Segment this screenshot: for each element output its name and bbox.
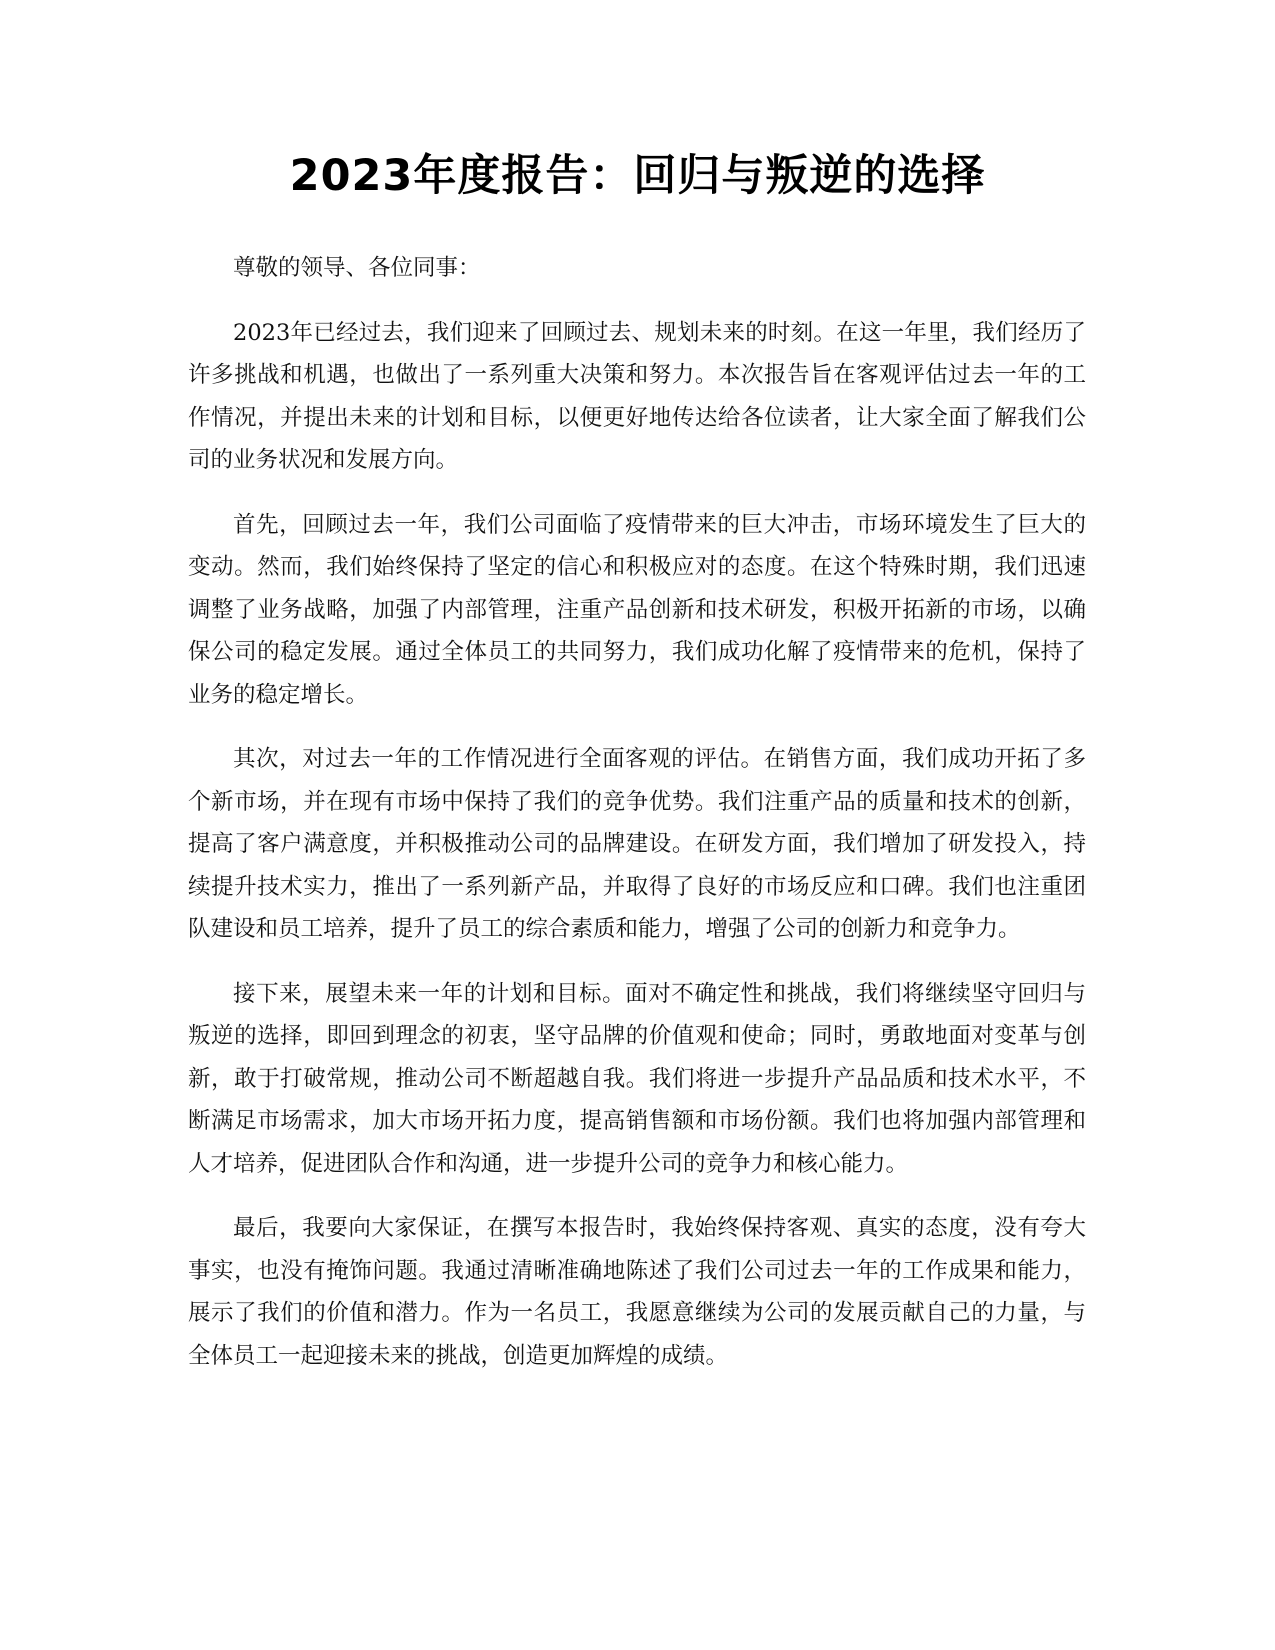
paragraph-closing: 最后，我要向大家保证，在撰写本报告时，我始终保持客观、真实的态度，没有夸大事实，也没有掩饰问题。我通过清晰准确地陈述了我们公司过去一年的工作成果和能力，展示了我们的价值和潜力。作为一名员工，我愿意继续为公司的发展贡献自己的力量，与全体员工一起迎接未来的挑战，创造更加辉煌的成绩。	[188, 1215, 1086, 1369]
paragraph-review: 2023年已经过去，我们迎来了回顾过去、规划未来的时刻。在这一年里，我们经历了许多挑战和机遇，也做出了一系列重大决策和努力。本次报告旨在客观评估过去一年的工作情况，并提出未来的计划和目标，以便更好地传达给各位读者，让大家全面了解我们公司的业务状况和发展方向。	[188, 319, 1086, 473]
document-body	[188, 247, 1086, 1399]
document-title: 2023年度报告：回归与叛逆的选择	[289, 151, 986, 201]
paragraph-evaluation: 其次，对过去一年的工作情况进行全面客观的评估。在销售方面，我们成功开拓了多个新市场，并在现有市场中保持了我们的竞争优势。我们注重产品的质量和技术的创新，提高了客户满意度，并积极推动公司的品牌建设。在研发方面，我们增加了研发投入，持续提升技术实力，推出了一系列新产品，并取得了良好的市场反应和口碑。我们也注重团队建设和员工培养，提升了员工的综合素质和能力，增强了公司的创新力和竞争力。	[188, 746, 1086, 942]
paragraph-past-year: 首先，回顾过去一年，我们公司面临了疫情带来的巨大冲击，市场环境发生了巨大的变动。然而，我们始终保持了坚定的信心和积极应对的态度。在这个特殊时期，我们迅速调整了业务战略，加强了内部管理，注重产品创新和技术研发，积极开拓新的市场，以确保公司的稳定发展。通过全体员工的共同努力，我们成功化解了疫情带来的危机，保持了业务的稳定增长。	[188, 511, 1086, 708]
salutation: 尊敬的领导、各位同事：	[233, 255, 481, 281]
paragraph-plans: 接下来，展望未来一年的计划和目标。面对不确定性和挑战，我们将继续坚守回归与叛逆的选择，即回到理念的初衷，坚守品牌的价值观和使命；同时，勇敢地面对变革与创新，敢于打破常规，推动公司不断超越自我。我们将进一步提升产品品质和技术水平，不断满足市场需求，加大市场开拓力度，提高销售额和市场份额。我们也将加强内部管理和人才培养，促进团队合作和沟通，进一步提升公司的竞争力和核心能力。	[188, 980, 1086, 1177]
